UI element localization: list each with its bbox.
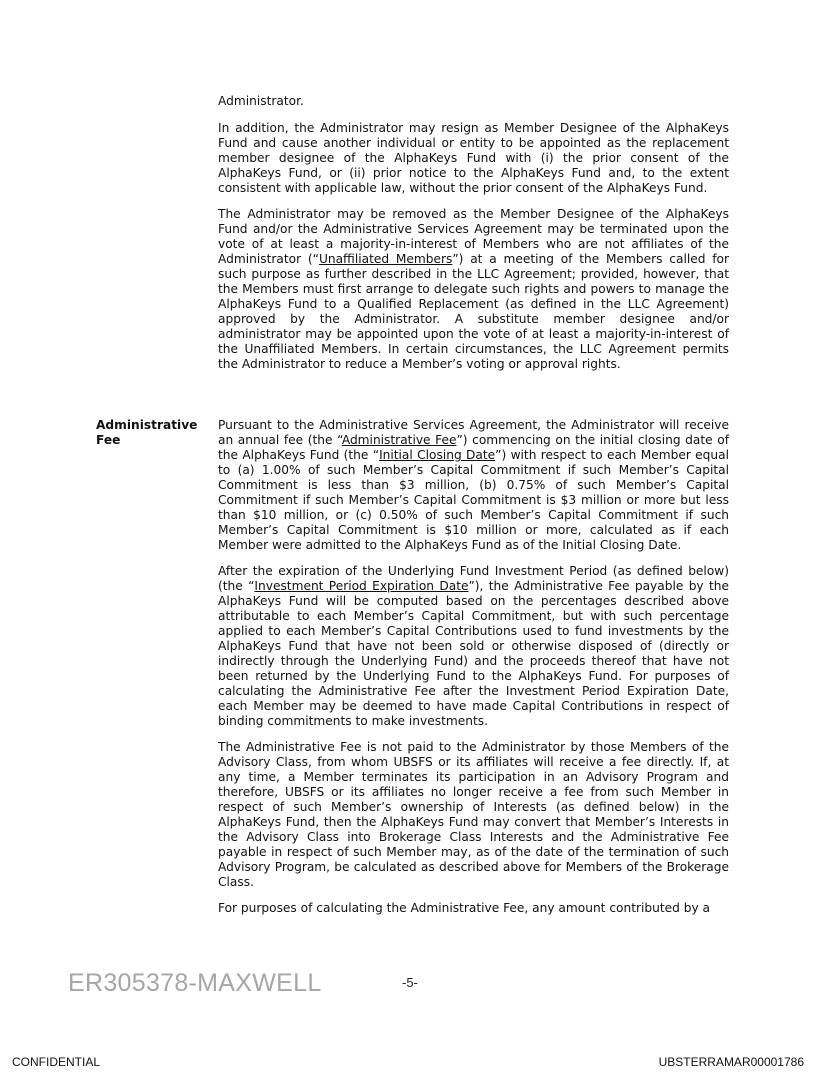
body-section-member-designee	[218, 121, 729, 383]
paragraph-investment-period	[218, 564, 729, 729]
paragraph-fee-part3: ”) with respect to each Member equal to (a) 1.00% of such Member’s Capital Commitment if such Member’s Capital Commitment is less than $3 million, (b) 0.75% of such Member’s Capital Commitment if such Member’s Capital Commitment is $3 million or more but less than $10 million, or (c) 0.50% of such Member’s Capital Commitment if such Member’s Capital Commitment is $10 million or more, calculated as if each Member were admitted to the AlphaKeys Fund as of the Initial Closing Date.	[218, 448, 729, 552]
bates-number: UBSTERRAMAR00001786	[658, 1055, 804, 1069]
paragraph-fee-terms	[218, 418, 729, 553]
side-heading-administrative-fee	[96, 418, 211, 448]
term-unaffiliated-members: Unaffiliated Members	[318, 252, 453, 266]
paragraph-resignation: In addition, the Administrator may resign as Member Designee of the AlphaKeys Fund and cause another individual or entity to be appointed as the replacement member designee of the AlphaKeys Fund with (i) the prior consent of the AlphaKeys Fund, or (ii) prior notice to the AlphaKeys Fund and, to the extent consistent with applicable law, without the prior consent of the AlphaKeys Fund.	[218, 121, 729, 195]
paragraph-advisory-class: The Administrative Fee is not paid to the Administrator by those Members of the Advisory Class, from whom UBSFS or its affiliates will receive a fee directly. If, at any time, a Member terminates its participation in an Advisory Program and therefore, UBSFS or its affiliates no longer receive a fee from such Member in respect of such Member’s ownership of Interests (as defined below) in the AlphaKeys Fund, then the AlphaKeys Fund may convert that Member’s Interests in the Advisory Class into Brokerage Class Interests and the Administrative Fee payable in respect of such Member may, as of the date of the termination of such Advisory Program, be calculated as described above for Members of the Brokerage Class.	[218, 740, 729, 889]
paragraph-removal-part2: ”) at a meeting of the Members called for such purpose as further described in the LLC Agreement; provided, however, that the Members must first arrange to delegate such rights and powers to manage the AlphaKeys Fund to a Qualified Replacement (as defined in the LLC Agreement) approved by the Administrator. A substitute member designee and/or administrator may be appointed upon the vote of at least a majority-in-interest of the Unaffiliated Members. In certain circumstances, the LLC Agreement permits the Administrator to reduce a Member’s voting or approval rights.	[218, 252, 729, 371]
continuation-line: Administrator.	[218, 94, 304, 108]
page-number: -5-	[402, 975, 418, 990]
paragraph-investment-part2: ”), the Administrative Fee payable by the AlphaKeys Fund will be computed based on the percentages described above attributable to each Member’s Capital Commitment, but with such percentage applied to each Member’s Capital Contributions used to fund investments by the AlphaKeys Fund that have not been sold or otherwise disposed of (directly or indirectly through the Underlying Fund) and the proceeds thereof that have not been returned by the Underlying Fund to the AlphaKeys Fund. For purposes of calculating the Administrative Fee after the Investment Period Expiration Date, each Member may be deemed to have made Capital Contributions in respect of binding commitments to make investments.	[218, 579, 729, 728]
paragraph-fee-part1: Pursuant to the Administrative Services Agreement, the Administrator will receive an annual fee (the “	[218, 418, 729, 447]
bates-watermark: ER305378-MAXWELL	[68, 969, 322, 997]
term-initial-closing-date: Initial Closing Date	[379, 448, 496, 462]
paragraph-fee-part2: ”) commencing on the initial closing date of the AlphaKeys Fund (the “	[218, 433, 729, 462]
paragraph-calculation-continued: For purposes of calculating the Administrative Fee, any amount contributed by a	[218, 901, 711, 915]
term-administrative-fee: Administrative Fee	[341, 433, 457, 447]
paragraph-investment-part1: After the expiration of the Underlying Fund Investment Period (as defined below) (the “	[218, 564, 729, 593]
paragraph-removal-part1: The Administrator may be removed as the Member Designee of the AlphaKeys Fund and/or the Administrative Services Agreement may be terminated upon the vote of at least a majority-in-interest of Members who are not affiliates of the Administrator (“	[218, 207, 729, 266]
confidential-label: CONFIDENTIAL	[12, 1055, 101, 1069]
side-heading-line2: Fee	[96, 433, 121, 447]
body-section-administrative-fee	[218, 418, 729, 927]
side-heading-line1: Administrative	[96, 418, 198, 432]
paragraph-removal	[218, 207, 729, 372]
term-investment-period-expiration-date: Investment Period Expiration Date	[254, 579, 469, 593]
